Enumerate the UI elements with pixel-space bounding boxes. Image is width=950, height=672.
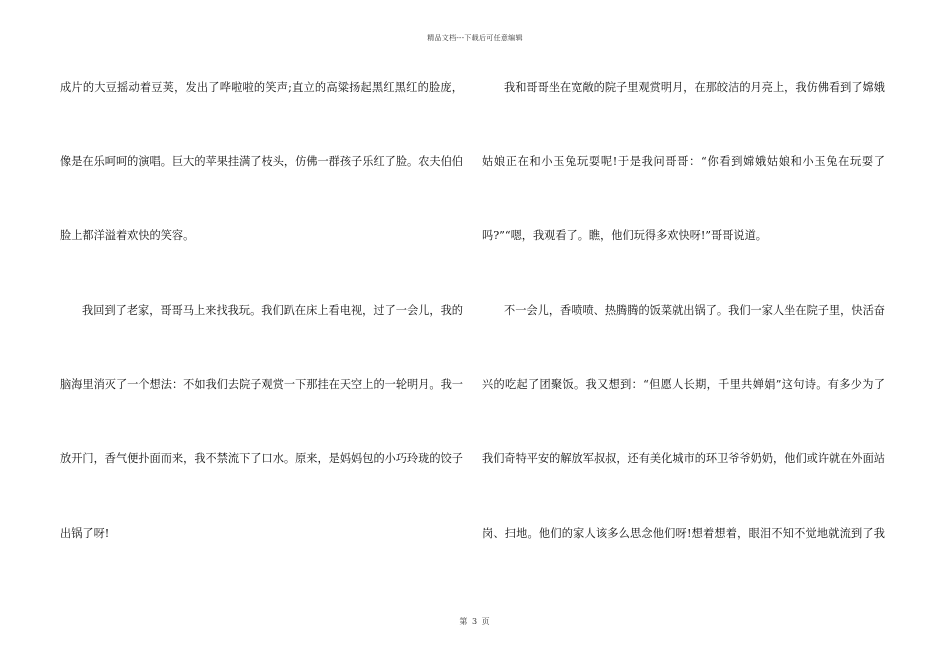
- right-column: [482, 0, 885, 672]
- paragraph-line: 脑海里消灭了一个想法：不如我们去院子观赏一下那挂在天空上的一轮明月。我一: [60, 378, 463, 391]
- page-header: 精品文档---下载后可任意编辑: [427, 34, 523, 42]
- paragraph-line: 放开门，香气便扑面而来，我不禁流下了口水。原来，是妈妈包的小巧玲珑的饺子: [60, 452, 463, 465]
- paragraph-line: 脸上都洋溢着欢快的笑容。: [60, 229, 195, 242]
- paragraph-line: 不一会儿，香喷喷、热腾腾的饭菜就出锅了。我们一家人坐在院子里，快活奋: [504, 304, 885, 317]
- paragraph-line: 我们奇特平安的解放军叔叔，还有美化城市的环卫爷爷奶奶，他们或许就在外面站: [482, 452, 885, 465]
- paragraph-line: 出锅了呀!: [60, 527, 110, 540]
- paragraph-line: 我回到了老家，哥哥马上来找我玩。我们趴在床上看电视，过了一会儿，我的: [82, 304, 463, 317]
- paragraph-line: 姑娘正在和小玉兔玩耍呢!于是我问哥哥：“你看到嫦娥姑娘和小玉兔在玩耍了: [482, 155, 885, 168]
- paragraph-line: 岗、扫地。他们的家人该多么思念他们呀!想着想着，眼泪不知不觉地就流到了我: [482, 527, 885, 540]
- paragraph-line: 成片的大豆摇动着豆荚，发出了哗啦啦的笑声;直立的高粱扬起黑红黑红的脸庞，: [60, 81, 463, 94]
- paragraph-line: 吗?”“嗯，我观看了。瞧，他们玩得多欢快呀!”哥哥说道。: [482, 229, 767, 242]
- left-column: [60, 0, 463, 672]
- paragraph-line: 兴的吃起了团聚饭。我又想到：“但愿人长期，千里共婵娟”这句诗。有多少为了: [482, 378, 885, 391]
- page-number: 第 3 页: [459, 617, 491, 626]
- paragraph-line: 像是在乐呵呵的演唱。巨大的苹果挂满了枝头，仿佛一群孩子乐红了脸。农夫伯伯: [60, 155, 463, 168]
- paragraph-line: 我和哥哥坐在宽敞的院子里观赏明月，在那皎洁的月亮上，我仿佛看到了嫦娥: [504, 81, 885, 94]
